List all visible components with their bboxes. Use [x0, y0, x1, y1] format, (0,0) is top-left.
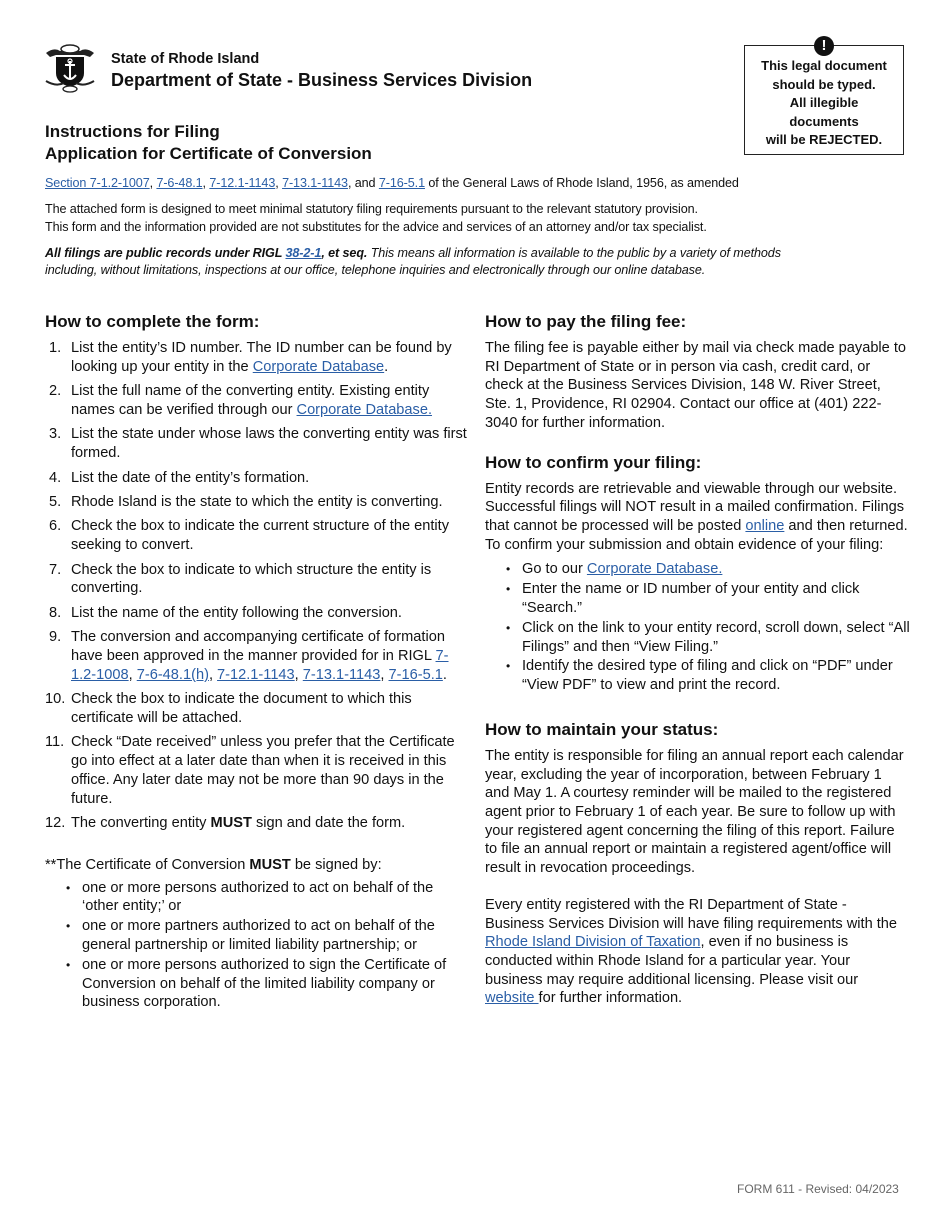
signer-item: • one or more persons authorized to sign the Certificate of Conversion on behalf of the limited liability company or business corporation. [66, 956, 447, 1011]
step-item: 9. The conversion and accompanying certificate of formation have been approved in the manner provided for in RIGL 7-1.2-1008, 7-6-48.1(h), 7-12.1-1143, 7-13.1-1143, 7-16-5.1. [49, 629, 449, 683]
confirm-step-item: • Click on the link to your entity record, scroll down, select “All Filings” and then “View Filing.” [506, 619, 910, 655]
typed-document-warning-box [744, 37, 904, 155]
right-column [485, 312, 910, 1008]
step-item: 4. List the date of the entity’s formation. [49, 469, 310, 486]
warning-line: This legal document [761, 58, 887, 73]
rigl-7-13.1-1143-link[interactable]: 7-13.1-1143 [302, 666, 381, 683]
online-link[interactable]: online [745, 517, 785, 534]
rigl-7-6-48.1h-link[interactable]: 7-6-48.1(h) [136, 666, 209, 683]
step-item: 1. List the entity’s ID number. The ID number can be found by looking up your entity in the Corporate Database. [49, 340, 452, 375]
confirm-step-item: • Identify the desired type of filing and click on “PDF” under “View PDF” to view and print the record. [506, 658, 893, 694]
department-name: Department of State - Business Services Division [111, 70, 533, 90]
warning-line: will be REJECTED. [765, 132, 883, 147]
disclaimer [45, 200, 707, 236]
confirm-steps-list [485, 560, 910, 695]
complete-form-section [45, 312, 470, 1013]
rigl-7-12.1-1143-link[interactable]: 7-12.1-1143 [217, 666, 295, 683]
statute-references: Section 7-1.2-1007, 7-6-48.1, 7-12.1-1143, 7-13.1-1143, and 7-16-5.1 of the General Laws of Rhode Island, 1956, as amended [45, 176, 739, 190]
confirm-step-item: • Enter the name or ID number of your entity and click “Search.” [506, 581, 860, 616]
section-heading: How to complete the form: [45, 312, 260, 331]
confirm-step-item: • Go to our Corporate Database. [506, 561, 723, 578]
rhode-island-state-seal-icon [44, 43, 96, 93]
section-heading: How to confirm your filing: [485, 452, 702, 472]
section-heading: How to maintain your status: [485, 719, 719, 739]
exclamation-icon: ! [814, 36, 834, 56]
step-item: 8. List the name of the entity following the conversion. [49, 604, 402, 621]
warning-line: All illegible [789, 95, 859, 110]
statute-link-7-12.1-1143[interactable]: 7-12.1-1143 [209, 176, 276, 190]
disclaimer-line: This form and the information provided are not substitutes for the advice and services of an attorney and/or tax specialist. [45, 220, 707, 234]
form-revision-footer: FORM 611 - Revised: 04/2023 [737, 1182, 899, 1196]
taxation-link[interactable]: Rhode Island Division of Taxation [485, 934, 701, 951]
signer-item: • one or more partners authorized to act on behalf of the general partnership or limited liability partnership; or [66, 918, 435, 954]
state-name: State of Rhode Island [111, 51, 260, 67]
warning-line: documents [789, 113, 859, 129]
rigl-7-16-5.1-link[interactable]: 7-16-5.1 [388, 666, 443, 683]
corporate-database-link[interactable]: Corporate Database. [586, 561, 723, 578]
step-item: 10. Check the box to indicate the document to which this certificate will be attached. [45, 691, 412, 726]
signer-list [45, 879, 470, 1013]
pay-fee-text: The filing fee is payable either by mail via check made payable to RI Department of State or in person via cash, credit card, or check at the Business Services Division, 148 W. River Street, Ste. 1, Providence, RI 02904. Contact our office at (401) 222-3040 for further information. [485, 340, 907, 431]
page-title: Instructions for Filing [45, 122, 220, 141]
statute-link-7-16-5.1[interactable]: 7-16-5.1 [378, 176, 425, 190]
statute-link-7-1.2-1007[interactable]: Section 7-1.2-1007 [45, 176, 150, 190]
corporate-database-link[interactable]: Corporate Database [252, 358, 385, 375]
signer-item: • one or more persons authorized to act on behalf of the ‘other entity;’ or [66, 879, 434, 915]
step-item: 12. The converting entity MUST sign and date the form. [45, 815, 406, 832]
step-item: 5. Rhode Island is the state to which the entity is converting. [49, 493, 443, 510]
maintain-text: The entity is responsible for filing an annual report each calendar year, excluding the year of incorporation, between February 1 and May 1. A courtesy reminder will be mailed to the registered agent prior to February 1 of each year. Be sure to follow up with your registered agent concerning the filing of this report. Failure to file an annual report or maintain a registered agent/office will result in revocation proceedings. [485, 747, 904, 877]
step-item: 6. Check the box to indicate the current structure of the entity seeking to convert. [49, 518, 450, 554]
steps-list [45, 339, 470, 833]
corporate-database-link[interactable]: Corporate Database. [296, 401, 433, 418]
public-records-notice: All filings are public records under RIGL 38-2-1, et seq. This means all information is available to the public by a variety of methods including, without limitations, inspections at our office, telephone inquiries and electronically through our online database. [45, 246, 781, 277]
step-item: 7. Check the box to indicate to which structure the entity is converting. [49, 561, 432, 597]
rigl-7-1.2-1008-link[interactable]: 7-1.2-1008 [71, 647, 449, 683]
warning-line: should be typed. [772, 76, 876, 92]
taxation-text: Every entity registered with the RI Department of State - Business Services Division will have filing requirements with the Rhode Island Division of Taxation, even if no business is conducted within Rhode Island for a particular year. Your business may require additional licensing. Please visit our website for further information. [485, 896, 898, 1007]
step-item: 11. Check “Date received” unless you prefer that the Certificate go into effect at a later date than when it is received in this office. Any later date may not be more than 90 days in the future. [45, 734, 455, 807]
section-heading: How to pay the filing fee: [485, 312, 687, 331]
signature-requirements: **The Certificate of Conversion MUST be signed by: [45, 856, 382, 873]
confirm-text: Entity records are retrievable and viewable through our website. Successful filings will NOT result in a mailed confirmation. Filings that cannot be processed will be posted online and then returned. To confirm your submission and obtain evidence of your filing: [485, 480, 908, 553]
step-item: 2. List the full name of the converting entity. Existing entity names can be verified through our Corporate Database. [49, 383, 433, 418]
disclaimer-line: The attached form is designed to meet minimal statutory filing requirements pursuant to the relevant statutory provision. [45, 202, 698, 216]
page-subtitle: Application for Certificate of Conversion [45, 144, 372, 163]
website-link[interactable]: website [485, 990, 539, 1007]
statute-link-7-6-48.1[interactable]: 7-6-48.1 [156, 176, 203, 190]
rigl-38-2-1-link[interactable]: 38-2-1 [285, 246, 322, 260]
step-item: 3. List the state under whose laws the converting entity was first formed. [49, 426, 467, 462]
statute-link-7-13.1-1143[interactable]: 7-13.1-1143 [282, 176, 348, 190]
